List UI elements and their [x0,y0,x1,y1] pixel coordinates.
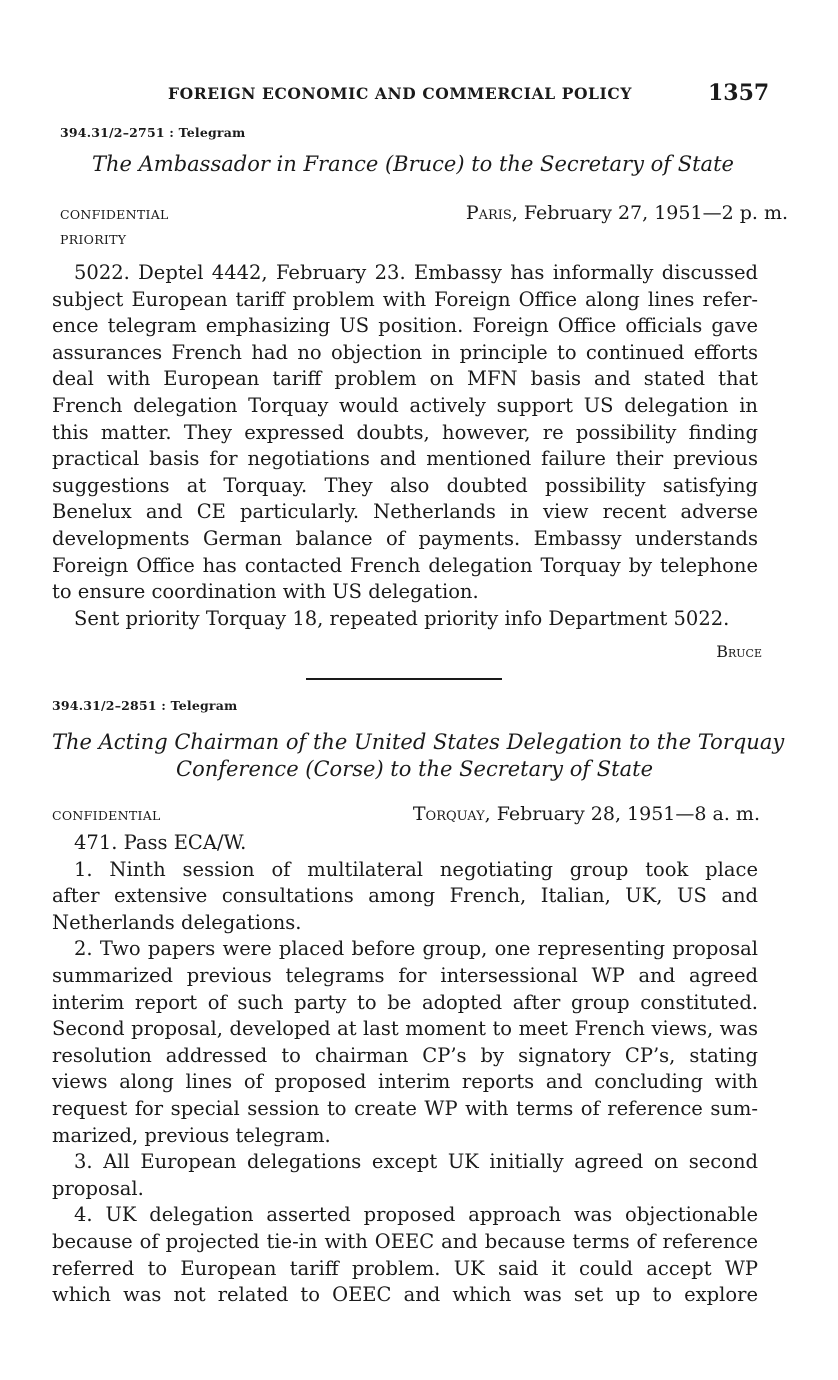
body-line: proposal. [52,1176,144,1200]
section-divider [306,678,502,680]
body-line: this matter. They expressed doubts, however, re possibility finding [52,420,758,444]
body-line: French delegation Torquay would actively support US delegation in [52,393,758,417]
body-line: ence telegram emphasizing US position. Foreign Office officials gave [52,314,758,338]
body-line: to ensure coordination with US delegation. [52,580,479,604]
signature-1: Bruce [716,642,762,661]
body-line: Benelux and CE particularly. Netherlands in view recent adverse [52,500,758,524]
body-line: views along lines of proposed interim reports and concluding with [52,1070,758,1094]
body-line: summarized previous telegrams for intersessional WP and agreed [52,963,758,987]
body-line: Second proposal, developed at last moment to meet French views, was [52,1017,758,1041]
opening-line: 471. Pass ECA/W. [74,831,247,854]
body-line: practical basis for negotiations and mentioned failure their previous [52,447,758,471]
telegram-body-2 [52,830,758,1309]
body-line: 2. Two papers were placed before group, one representing proposal [74,937,758,961]
file-reference-1: 394.31/2–2751 : Telegram [60,125,246,140]
telegram-body-1 [52,260,758,632]
body-line: subject European tariff problem with Foreign Office along lines refer- [52,287,758,311]
document-title-2-line1: The Acting Chairman of the United States Delegation to the Torquay [52,730,785,754]
classification-2: CONFIDENTIAL [52,808,161,823]
body-line: deal with European tariff problem on MFN basis and stated that [52,367,758,391]
running-title: FOREIGN ECONOMIC AND COMMERCIAL POLICY [168,84,633,103]
file-reference-2: 394.31/2–2851 : Telegram [52,698,238,713]
body-line: developments German balance of payments. Embassy understands [52,526,758,550]
body-line: marized, previous telegram. [52,1123,331,1147]
body-line: which was not related to OEEC and which was set up to explore [52,1283,758,1307]
body-line: 5022. Deptel 4442, February 23. Embassy has informally discussed [74,261,758,284]
body-line: interim report of such party to be adopted after group constituted. [52,990,758,1014]
body-line: 3. All European delegations except UK initially agreed on second [74,1150,758,1174]
dateline-1 [466,202,788,224]
body-line: Foreign Office has contacted French delegation Torquay by telephone [52,553,758,577]
dateline-2 [413,803,760,825]
body-line: because of projected tie-in with OEEC and because terms of reference [52,1229,758,1253]
body-line: referred to European tariff problem. UK said it could accept WP [52,1256,758,1280]
body-line: Netherlands delegations. [52,910,302,934]
body-line: 4. UK delegation asserted proposed approach was objectionable [74,1203,758,1227]
place-1: Paris [465,202,512,224]
body-line: assurances French had no objection in principle to continued efforts [52,340,758,364]
place-2: Torquay [412,803,485,825]
body-line: suggestions at Torquay. They also doubted possibility satisfying [52,473,758,497]
body-line: request for special session to create WP with terms of reference sum- [52,1096,758,1120]
document-title-1: The Ambassador in France (Bruce) to the Secretary of State [92,152,734,176]
sent-line: Sent priority Torquay 18, repeated priority info Department 5022. [74,606,730,630]
precedence-1: PRIORITY [60,232,127,247]
document-title-2-line2: Conference (Corse) to the Secretary of State [176,757,654,781]
date-2: , February 28, 1951—8 a. m. [484,803,760,825]
classification-1: CONFIDENTIAL [60,207,169,222]
body-line: resolution addressed to chairman CP’s by signatory CP’s, stating [52,1043,758,1067]
page-number: 1357 [708,80,770,106]
body-line: after extensive consultations among French, Italian, UK, US and [52,884,758,908]
body-line: 1. Ninth session of multilateral negotiating group took place [74,857,758,881]
date-1: , February 27, 1951—2 p. m. [511,202,788,224]
